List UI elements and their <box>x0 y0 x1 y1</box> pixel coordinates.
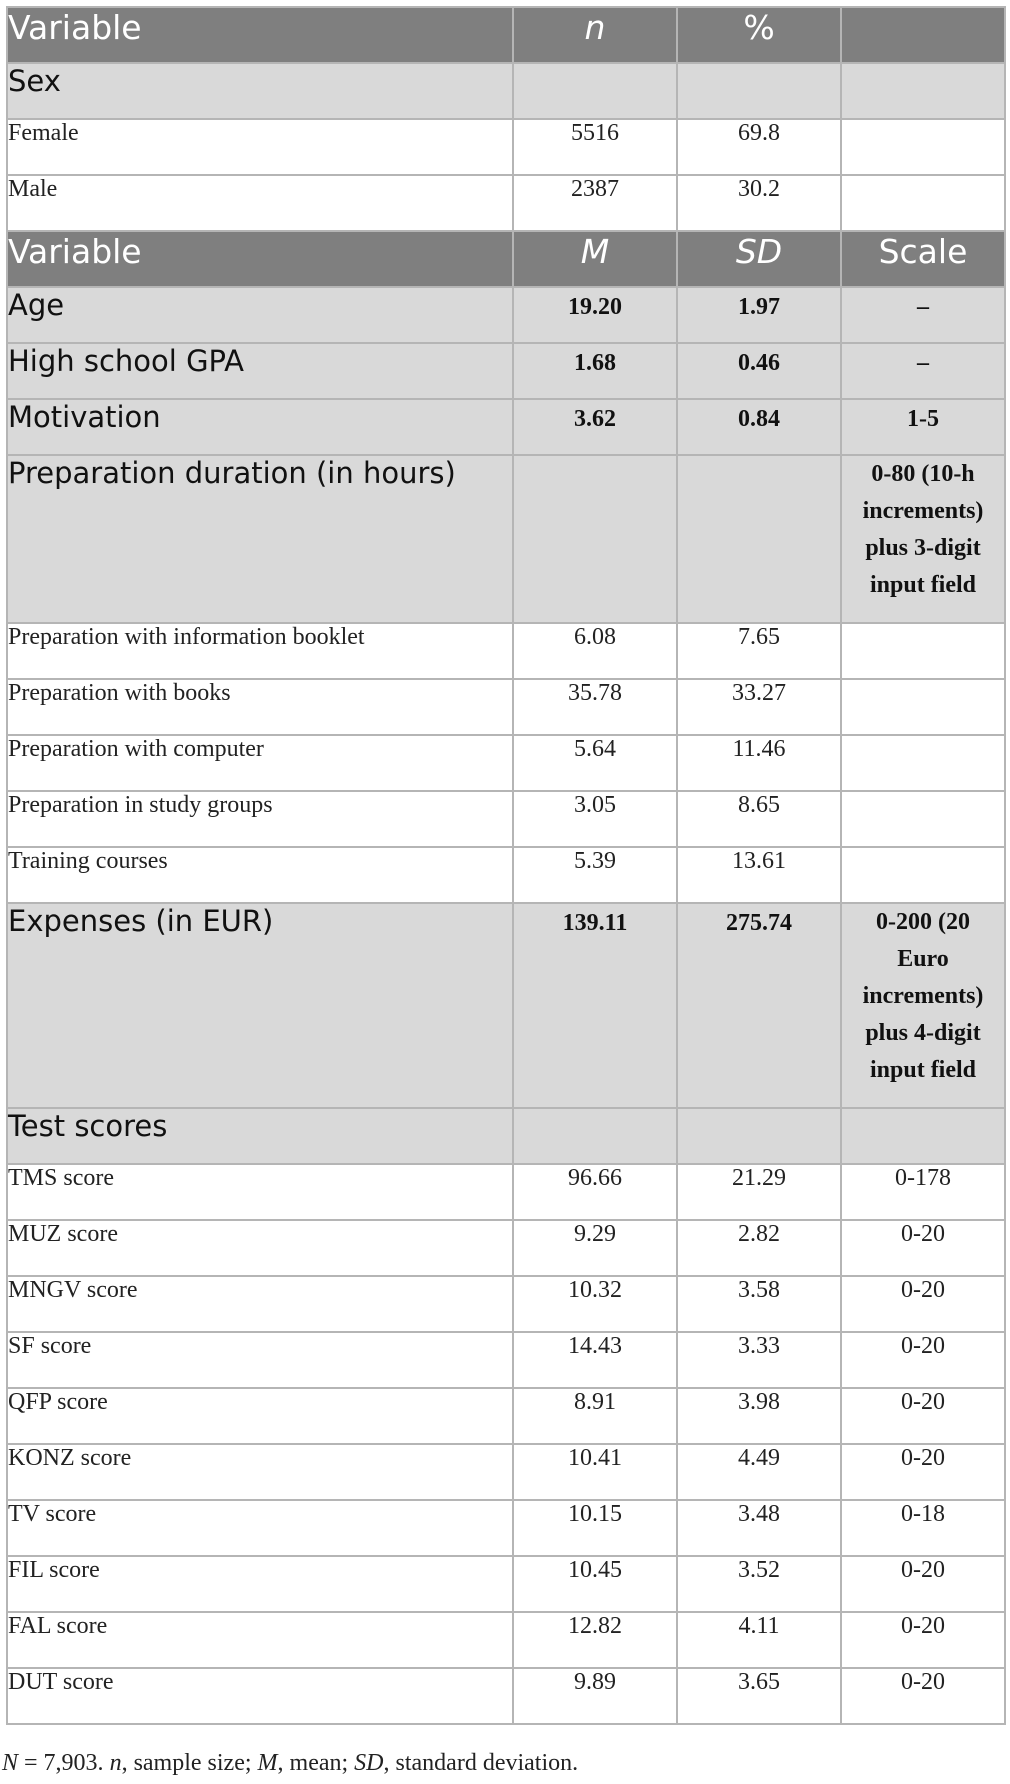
mean-value: 96.66 <box>513 1164 677 1220</box>
row-label: FAL score <box>7 1612 513 1668</box>
row-label: Female <box>7 119 513 175</box>
scale-value: 0-20 <box>841 1388 1005 1444</box>
scale-value <box>841 791 1005 847</box>
scale-value: 0-20 <box>841 1220 1005 1276</box>
footnote-sd-symbol: SD <box>354 1750 384 1776</box>
sd-value: 3.98 <box>677 1388 841 1444</box>
table-row <box>7 1612 1005 1668</box>
sd-value: 3.65 <box>677 1668 841 1724</box>
sd-value: 3.58 <box>677 1276 841 1332</box>
scale-value: 0-178 <box>841 1164 1005 1220</box>
row-label: FIL score <box>7 1556 513 1612</box>
empty-cell <box>841 175 1005 231</box>
row-label: Expenses (in EUR) <box>7 903 513 1108</box>
group-row-sex <box>7 63 1005 119</box>
mean-value: 14.43 <box>513 1332 677 1388</box>
scale-value: 0-20 <box>841 1444 1005 1500</box>
sd-value: 4.49 <box>677 1444 841 1500</box>
mean-value: 9.89 <box>513 1668 677 1724</box>
empty-cell <box>841 119 1005 175</box>
row-label: Preparation in study groups <box>7 791 513 847</box>
row-label: MNGV score <box>7 1276 513 1332</box>
row-label: Training courses <box>7 847 513 903</box>
header-variable: Variable <box>7 7 513 63</box>
row-label: TMS score <box>7 1164 513 1220</box>
scale-line: increments) <box>862 498 984 524</box>
scale-line: Euro <box>897 946 949 972</box>
row-label: Preparation with information booklet <box>7 623 513 679</box>
header-scale: Scale <box>841 231 1005 287</box>
mean-value: 5.39 <box>513 847 677 903</box>
scale-value <box>841 735 1005 791</box>
table-row <box>7 175 1005 231</box>
group-row-expenses <box>7 903 1005 1108</box>
mean-value: 9.29 <box>513 1220 677 1276</box>
mean-value: 10.45 <box>513 1556 677 1612</box>
row-label: Preparation with computer <box>7 735 513 791</box>
header-n: n <box>513 7 677 63</box>
row-label: SF score <box>7 1332 513 1388</box>
scale-value: 0-18 <box>841 1500 1005 1556</box>
table-row <box>7 847 1005 903</box>
table-row <box>7 1556 1005 1612</box>
sd-value: 3.33 <box>677 1332 841 1388</box>
footnote-sample-symbol: n <box>109 1750 122 1776</box>
table-row <box>7 1668 1005 1724</box>
row-label: Motivation <box>7 399 513 455</box>
scale-value: 0-20 <box>841 1612 1005 1668</box>
n-value: 5516 <box>513 119 677 175</box>
row-label: Preparation with books <box>7 679 513 735</box>
mean-value: 12.82 <box>513 1612 677 1668</box>
empty-cell <box>677 455 841 623</box>
empty-cell <box>513 63 677 119</box>
group-row-test-scores <box>7 1108 1005 1164</box>
table-row <box>7 735 1005 791</box>
sd-value: 3.48 <box>677 1500 841 1556</box>
sd-value: 1.97 <box>677 287 841 343</box>
sd-value: 13.61 <box>677 847 841 903</box>
group-row-age <box>7 287 1005 343</box>
scale-value: – <box>841 287 1005 343</box>
mean-value: 35.78 <box>513 679 677 735</box>
scale-value <box>841 455 1005 623</box>
scale-value: 1-5 <box>841 399 1005 455</box>
mean-value: 3.62 <box>513 399 677 455</box>
scale-value: 0-20 <box>841 1668 1005 1724</box>
row-label: High school GPA <box>7 343 513 399</box>
sd-value: 275.74 <box>677 903 841 1108</box>
row-label: KONZ score <box>7 1444 513 1500</box>
mean-value: 8.91 <box>513 1388 677 1444</box>
sd-value: 2.82 <box>677 1220 841 1276</box>
footnote-sample-text: , sample size; <box>121 1750 258 1776</box>
percent-value: 30.2 <box>677 175 841 231</box>
table-row <box>7 119 1005 175</box>
empty-cell <box>513 1108 677 1164</box>
scale-line: 0-80 (10-h <box>871 461 975 487</box>
sd-value: 33.27 <box>677 679 841 735</box>
n-value: 2387 <box>513 175 677 231</box>
scale-value: 0-20 <box>841 1556 1005 1612</box>
sd-value: 11.46 <box>677 735 841 791</box>
table-row <box>7 1500 1005 1556</box>
empty-cell <box>841 63 1005 119</box>
table-row <box>7 623 1005 679</box>
mean-value: 10.15 <box>513 1500 677 1556</box>
row-label: QFP score <box>7 1388 513 1444</box>
row-label: MUZ score <box>7 1220 513 1276</box>
sd-value: 8.65 <box>677 791 841 847</box>
scale-value <box>841 847 1005 903</box>
scale-line: plus 4-digit <box>865 1020 981 1046</box>
sd-value: 7.65 <box>677 623 841 679</box>
header-variable: Variable <box>7 231 513 287</box>
empty-cell <box>677 1108 841 1164</box>
row-label: Age <box>7 287 513 343</box>
group-label: Sex <box>7 63 513 119</box>
group-row-preparation <box>7 455 1005 623</box>
mean-value: 6.08 <box>513 623 677 679</box>
table-row <box>7 679 1005 735</box>
group-row-motivation <box>7 399 1005 455</box>
sd-value: 21.29 <box>677 1164 841 1220</box>
scale-value <box>841 623 1005 679</box>
header-sd: SD <box>677 231 841 287</box>
scale-line: input field <box>869 572 977 598</box>
footnote-sd-text: , standard deviation. <box>383 1750 579 1776</box>
scale-value <box>841 903 1005 1108</box>
group-row-gpa <box>7 343 1005 399</box>
table-row <box>7 1444 1005 1500</box>
sd-value: 0.46 <box>677 343 841 399</box>
table-row <box>7 791 1005 847</box>
scale-line: plus 3-digit <box>865 535 981 561</box>
row-label: DUT score <box>7 1668 513 1724</box>
table-row <box>7 1164 1005 1220</box>
empty-cell <box>677 63 841 119</box>
footnote-n-symbol: N <box>2 1750 19 1776</box>
scale-value <box>841 679 1005 735</box>
descriptive-statistics-table <box>6 6 1006 1725</box>
footnote-mean-text: , mean; <box>277 1750 355 1776</box>
scale-value: 0-20 <box>841 1276 1005 1332</box>
mean-value: 1.68 <box>513 343 677 399</box>
scale-line: input field <box>869 1057 977 1083</box>
row-label: Male <box>7 175 513 231</box>
scale-line: 0-200 (20 <box>876 909 970 935</box>
table-footnote <box>2 1750 578 1777</box>
row-label: Preparation duration (in hours) <box>7 455 513 623</box>
empty-cell <box>841 1108 1005 1164</box>
mean-value: 139.11 <box>513 903 677 1108</box>
mean-value: 10.41 <box>513 1444 677 1500</box>
sd-value: 0.84 <box>677 399 841 455</box>
mean-value: 10.32 <box>513 1276 677 1332</box>
header-row-frequencies <box>7 7 1005 63</box>
table-row <box>7 1276 1005 1332</box>
scale-line: increments) <box>862 983 984 1009</box>
scale-value: 0-20 <box>841 1332 1005 1388</box>
row-label: TV score <box>7 1500 513 1556</box>
header-percent: % <box>677 7 841 63</box>
table-row <box>7 1220 1005 1276</box>
scale-value: – <box>841 343 1005 399</box>
mean-value: 5.64 <box>513 735 677 791</box>
table-row <box>7 1332 1005 1388</box>
group-label: Test scores <box>7 1108 513 1164</box>
header-row-descriptives <box>7 231 1005 287</box>
header-empty <box>841 7 1005 63</box>
sd-value: 3.52 <box>677 1556 841 1612</box>
sd-value: 4.11 <box>677 1612 841 1668</box>
mean-value: 3.05 <box>513 791 677 847</box>
mean-value: 19.20 <box>513 287 677 343</box>
header-mean: M <box>513 231 677 287</box>
footnote-mean-symbol: M <box>257 1750 278 1776</box>
table-row <box>7 1388 1005 1444</box>
empty-cell <box>513 455 677 623</box>
footnote-n-text: = 7,903. <box>18 1750 110 1776</box>
percent-value: 69.8 <box>677 119 841 175</box>
